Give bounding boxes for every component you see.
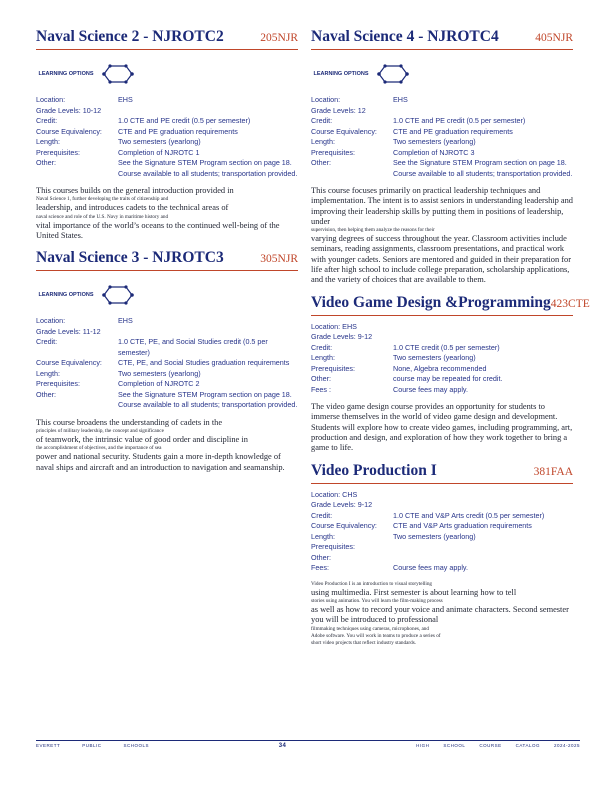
detail-label: Fees: — [311, 563, 329, 573]
detail-label: Prerequisites: — [311, 147, 355, 157]
description-line: filmmaking techniques using cameras, microphones, and — [311, 625, 429, 632]
detail-label: Grade Levels: 12 — [311, 105, 366, 115]
course-header — [36, 249, 298, 271]
detail-value: See the Signature STEM Program section on page 18. Course available to all students; transportation provided. — [393, 158, 573, 178]
footer-right — [416, 743, 580, 749]
description-line: supervision, then helping them analyze the reasons for their — [311, 227, 435, 234]
footer-word: SCHOOLS — [123, 743, 150, 748]
detail-label: Location: EHS — [311, 321, 357, 331]
detail-value — [393, 500, 573, 511]
course-details — [311, 490, 573, 574]
course-description — [311, 581, 573, 647]
description-line: Video Production I is an introduction to visual storytelling — [311, 580, 433, 587]
course-title: Naval Science 3 - NJROTC3 — [36, 249, 224, 267]
course-details — [311, 322, 573, 396]
course-description — [36, 186, 298, 241]
learning-options — [36, 59, 298, 89]
description-line: the accomplishment of objectives, and the importance of sea — [36, 445, 162, 452]
detail-value — [118, 327, 298, 338]
detail-value: 1.0 CTE and PE credit (0.5 per semester) — [393, 116, 526, 125]
detail-label: Grade Levels: 10-12 — [36, 105, 102, 115]
learning-options-label: LEARNING OPTIONS — [38, 291, 94, 298]
detail-label: Credit: — [36, 337, 58, 347]
detail-value: 1.0 CTE credit (0.5 per semester) — [393, 342, 500, 352]
detail-label: Course Equivalency: — [311, 521, 377, 531]
detail-label: Grade Levels: 11-12 — [36, 326, 101, 336]
detail-label: Other: — [36, 158, 56, 167]
footer-word: EVERETT — [36, 743, 61, 748]
detail-value: CTE and PE graduation requirements — [393, 126, 513, 136]
course-description — [36, 418, 298, 473]
detail-value: CTE and V&P Arts graduation requirements — [393, 521, 532, 531]
detail-value — [393, 332, 573, 343]
detail-value: EHS — [118, 95, 133, 104]
left-column — [36, 28, 298, 481]
detail-label: Length: — [311, 531, 335, 541]
detail-label: Prerequisites: — [36, 147, 80, 157]
detail-label: Fees : — [311, 384, 331, 394]
course-header — [311, 462, 573, 484]
detail-label: Grade Levels: 9-12 — [311, 332, 373, 342]
detail-label: Location: — [311, 95, 341, 104]
learning-options-icon — [371, 63, 415, 85]
learning-options-label: LEARNING OPTIONS — [313, 70, 369, 77]
description-line: vital importance of the world’s oceans to the continued well-being of the United States. — [36, 220, 280, 240]
detail-label: Course Equivalency: — [311, 126, 377, 136]
detail-label: Location: — [36, 316, 66, 326]
description-line: This course broadens the understanding of cadets in the — [36, 417, 223, 427]
detail-value: See the Signature STEM Program section on page 18. Course available to all students; transportation provided. — [118, 389, 298, 410]
detail-value: Two semesters (yearlong) — [118, 137, 201, 146]
learning-options-label: LEARNING OPTIONS — [38, 70, 94, 77]
course-video-production-1 — [311, 462, 573, 647]
course-title: Naval Science 4 - NJROTC4 — [311, 28, 499, 45]
detail-label: Length: — [311, 353, 335, 363]
course-code: 305NJR — [260, 253, 298, 266]
detail-label: Other: — [311, 552, 331, 562]
detail-label: Grade Levels: 9-12 — [311, 500, 373, 510]
detail-label: Credit: — [311, 510, 333, 520]
detail-value: None, Algebra recommended — [393, 363, 487, 373]
course-video-game-design — [311, 293, 590, 454]
description-line: leadership, and introduces cadets to the technical areas of — [36, 203, 229, 213]
course-header — [36, 28, 298, 50]
detail-value: Two semesters (yearlong) — [118, 368, 201, 378]
course-title: Video Production I — [311, 461, 437, 479]
footer-word: HIGH — [416, 743, 430, 748]
course-details — [36, 316, 298, 411]
description-line: The video game design course provides an opportunity for students to immerse themselves in the world of video game design and development. Students will explore how to create video games, including programming, art, production and design, and exploration of how they work together to bring a game to life. — [311, 402, 573, 453]
description-line: stories using animation. You will learn the film-making process — [311, 597, 443, 604]
footer-word: SCHOOL — [443, 743, 466, 748]
course-code: 423CTE — [550, 297, 590, 310]
detail-value: Two semesters (yearlong) — [393, 353, 476, 363]
footer-word: COURSE — [479, 743, 502, 748]
description-line: varying degrees of success throughout the year. Classroom activities include seminars, reading assignments, classroom presentations, and practical work with younger cadets. Seniors are mentored and guided in their preparation for life after high school to include college preparation, scholarship applications, and the variety of choices that are available to them. — [311, 234, 572, 285]
course-code: 381FAA — [533, 465, 573, 478]
description-line: as well as how to record your voice and animate characters. Second semester you will be introduced to professional — [311, 604, 569, 625]
detail-value: Two semesters (yearlong) — [393, 137, 476, 146]
description-line: power and national security. Students gain a more in-depth knowledge of naval ships and aircraft and an introduction to navigation and seamanship. — [36, 452, 285, 472]
description-line: short video projects that reflect industry standards. — [311, 639, 417, 646]
detail-label: Credit: — [311, 342, 333, 352]
detail-label: Other: — [36, 389, 56, 399]
description-line: principles of military leadership, the concept and significance — [36, 427, 164, 434]
course-header — [311, 28, 573, 50]
course-naval-science-4 — [311, 28, 573, 286]
detail-label: Location: — [36, 95, 66, 104]
description-line: of teamwork, the intrinsic value of good order and discipline in — [36, 434, 248, 444]
detail-label: Prerequisites: — [311, 363, 355, 373]
detail-value: Completion of NJROTC 1 — [118, 147, 200, 157]
detail-label: Credit: — [36, 116, 58, 125]
learning-options-icon — [96, 284, 140, 306]
detail-value: Course fees may apply. — [393, 563, 468, 573]
detail-label: Course Equivalency: — [36, 126, 102, 136]
detail-value: Two semesters (yearlong) — [393, 531, 476, 541]
course-code: 205NJR — [260, 32, 298, 44]
detail-label: Length: — [36, 368, 60, 378]
description-line: Naval Science 1, further developing the traits of citizenship and — [36, 196, 169, 203]
footer-word: 2024-2025 — [553, 743, 580, 748]
detail-label: Other: — [311, 374, 331, 384]
detail-value: 1.0 CTE and V&P Arts credit (0.5 per semester) — [393, 510, 545, 520]
detail-value — [118, 106, 298, 117]
detail-value: 1.0 CTE, PE, and Social Studies credit (0.5 per semester) — [118, 337, 268, 357]
learning-options-icon — [96, 63, 140, 85]
description-line: This courses builds on the general introduction provided in — [36, 186, 234, 195]
course-description — [311, 402, 573, 453]
course-details — [36, 95, 298, 179]
detail-label: Course Equivalency: — [36, 358, 102, 368]
page-number: 34 — [278, 743, 287, 749]
footer-word: PUBLIC — [82, 743, 102, 748]
course-header — [311, 293, 590, 316]
course-code: 405NJR — [535, 32, 573, 44]
detail-label: Prerequisites: — [36, 379, 80, 389]
course-description — [311, 186, 573, 286]
detail-label: Other: — [311, 158, 331, 167]
footer-left — [36, 743, 149, 749]
detail-value: Course fees may apply. — [393, 384, 468, 394]
detail-value: 1.0 CTE and PE credit (0.5 per semester) — [118, 116, 251, 125]
detail-label: Prerequisites: — [311, 542, 355, 552]
course-naval-science-3 — [36, 249, 298, 473]
course-naval-science-2 — [36, 28, 298, 241]
page-footer — [36, 740, 580, 749]
course-title: Naval Science 2 - NJROTC2 — [36, 28, 224, 45]
detail-value: course may be repeated for credit. — [393, 374, 503, 384]
detail-label: Length: — [311, 137, 335, 146]
learning-options — [36, 280, 298, 310]
footer-word: CATALOG — [515, 743, 540, 748]
detail-value: Completion of NJROTC 3 — [393, 147, 475, 157]
detail-label: Credit: — [311, 116, 333, 125]
description-line: using multimedia. First semester is about learning how to tell — [311, 587, 517, 597]
detail-value: CTE and PE graduation requirements — [118, 126, 238, 136]
detail-label: Length: — [36, 137, 60, 146]
detail-value: See the Signature STEM Program section on page 18. Course available to all students; transportation provided. — [118, 158, 298, 178]
detail-value — [393, 106, 573, 117]
detail-value — [393, 553, 573, 564]
description-line: naval science and role of the U.S. Navy in maritime history and — [36, 213, 169, 220]
detail-value — [393, 490, 573, 501]
detail-label: Location: CHS — [311, 489, 358, 499]
detail-value: Completion of NJROTC 2 — [118, 379, 200, 389]
detail-value — [393, 322, 573, 333]
description-line: This course focuses primarily on practical leadership techniques and implementation. The intent is to assist seniors in understanding leadership and improving their leadership skills by putting them in positions of leadership, under — [311, 186, 573, 226]
right-column — [311, 28, 590, 655]
course-details — [311, 95, 573, 179]
description-line: Adobe software. You will work in teams to produce a series of — [311, 632, 441, 639]
course-title: Video Game Design &Programming — [311, 293, 551, 311]
detail-value: EHS — [118, 316, 133, 326]
detail-value: EHS — [393, 95, 408, 104]
detail-value — [393, 542, 573, 553]
learning-options — [311, 59, 573, 89]
detail-value: CTE, PE, and Social Studies graduation requirements — [118, 358, 290, 368]
